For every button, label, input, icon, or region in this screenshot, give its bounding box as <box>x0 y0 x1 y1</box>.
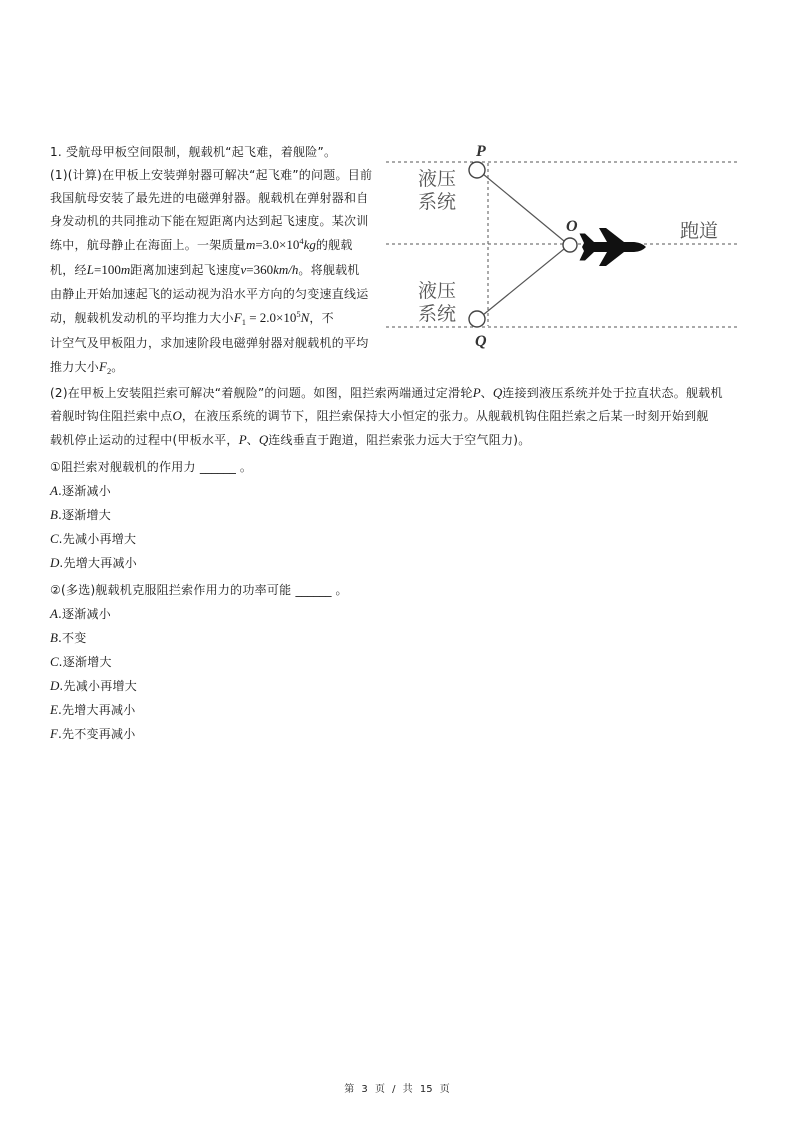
runway-label: 跑道 <box>680 220 719 242</box>
math-variable: A <box>50 483 58 498</box>
text-segment: 机，经 <box>50 263 87 277</box>
text-segment: 身发动机的共同推动下能在短距离内达到起飞速度。某次训 <box>50 214 369 228</box>
sub-question-1-option-b <box>50 507 111 523</box>
text-segment: 推力大小 <box>50 360 100 374</box>
pulley-p <box>469 162 485 178</box>
text-segment: .先不变再减小 <box>57 727 136 741</box>
math-variable: F <box>50 726 58 741</box>
math-variable: B <box>50 507 58 522</box>
sub-question-2-option-c <box>50 654 112 670</box>
text-segment: .先增大再减小 <box>57 703 136 717</box>
math-variable: F <box>99 359 107 374</box>
sub-question-2-option-b <box>50 630 87 646</box>
math-variable: m <box>120 262 131 277</box>
text-segment: 连线垂直于跑道，阻拦索张力远大于空气阻力)。 <box>268 433 531 447</box>
hydraulic-system-bottom-label: 系统 <box>418 303 457 325</box>
math-expression: =100 <box>94 262 121 277</box>
text-segment: .先减小再增大 <box>59 679 137 693</box>
math-variable: Q <box>258 432 269 447</box>
hydraulic-system-bottom-label: 液压 <box>418 280 457 302</box>
sub-question-2-option-d <box>50 678 137 694</box>
subscript: 1 <box>241 317 246 327</box>
text-segment: ①阻拦索对舰载机的作用力 <box>50 460 200 474</box>
math-variable: kg <box>303 237 316 252</box>
text-segment: 的舰载 <box>315 238 353 252</box>
math-expression: =3.0×10 <box>255 237 300 252</box>
text-segment: 1. 受航母甲板空间限制，舰载机“起飞难，着舰险”。 <box>50 145 337 159</box>
text-segment: 。将舰载机 <box>298 263 360 277</box>
text-segment: 着舰时钩住阻拦索中点 <box>50 409 173 423</box>
arresting-cable-diagram <box>380 135 750 355</box>
text-segment: 、 <box>246 433 259 447</box>
text-segment: 载机停止运动的过程中(甲板水平， <box>50 433 239 447</box>
math-variable: L <box>86 262 94 277</box>
hydraulic-system-top-label: 液压 <box>418 168 457 190</box>
text-segment: 、 <box>480 386 493 400</box>
text-segment: 。 <box>111 360 124 374</box>
part1-text-line <box>50 167 372 183</box>
math-expression: =360 <box>246 262 274 277</box>
math-variable: v <box>240 262 247 277</box>
part1-text-line <box>50 213 369 229</box>
text-segment: 。 <box>235 460 253 474</box>
label-o: O <box>566 218 578 235</box>
text-segment: (1)(计算)在甲板上安装弹射器可解决“起飞难”的问题。目前 <box>50 168 373 182</box>
math-variable: A <box>50 606 58 621</box>
math-variable: F <box>233 310 242 325</box>
math-variable: m <box>246 237 256 252</box>
text-segment: ，不 <box>309 311 334 325</box>
part1-text-line <box>50 237 353 254</box>
math-variable: C <box>50 531 59 546</box>
hydraulic-system-top-label: 系统 <box>418 191 457 213</box>
label-q: Q <box>475 333 487 350</box>
sub-question-1-prompt <box>50 459 252 475</box>
text-segment: 距离加速到起飞速度 <box>130 263 241 277</box>
sub-question-2-prompt <box>50 582 348 598</box>
part1-text-line <box>50 286 369 302</box>
pulley-q <box>469 311 485 327</box>
text-segment: .不变 <box>57 631 87 645</box>
sub-question-2-option-f <box>50 726 136 742</box>
text-segment: 计空气及甲板阻力，求加速阶段电磁弹射器对舰载机的平均 <box>50 336 369 350</box>
label-p: P <box>476 143 486 160</box>
superscript: 5 <box>296 309 301 319</box>
math-variable: P <box>238 432 247 447</box>
math-variable: P <box>472 385 481 400</box>
part1-text-line <box>50 190 369 206</box>
sub-question-1-option-d <box>50 555 137 571</box>
subscript: 2 <box>106 366 112 376</box>
math-variable: O <box>172 408 182 423</box>
part2-text-line <box>50 385 723 401</box>
part2-text-line <box>50 408 709 424</box>
math-variable: B <box>50 630 58 645</box>
part1-text-line <box>50 262 360 278</box>
superscript: 4 <box>299 236 304 246</box>
math-expression: = 2.0×10 <box>245 310 297 325</box>
text-segment: (2)在甲板上安装阻拦索可解决“着舰险”的问题。如图，阻拦索两端通过定滑轮 <box>50 386 473 400</box>
text-segment: 动，舰载机发动机的平均推力大小 <box>50 311 234 325</box>
part1-text-line <box>50 310 334 327</box>
sub-question-1-option-a <box>50 483 111 499</box>
text-segment: .逐渐减小 <box>57 484 112 498</box>
text-segment: .逐渐增大 <box>57 508 112 522</box>
text-segment: .逐渐减小 <box>57 607 112 621</box>
page-footer: 第 3 页 / 共 15 页 <box>344 1084 450 1095</box>
math-variable: km/h <box>273 262 299 277</box>
sub-question-1-option-c <box>50 531 136 547</box>
sub-question-2-option-a <box>50 606 111 622</box>
math-variable: N <box>300 310 310 325</box>
math-variable: E <box>50 702 58 717</box>
math-variable: D <box>50 678 60 693</box>
text-segment: 我国航母安装了最先进的电磁弹射器。舰载机在弹射器和自 <box>50 191 369 205</box>
question-stem <box>50 144 336 160</box>
text-segment: 由静止开始加速起飞的运动视为沿水平方向的匀变速直线运 <box>50 287 369 301</box>
text-segment: 。 <box>331 583 348 597</box>
text-segment: ②(多选)舰载机克服阻拦索作用力的功率可能 <box>50 583 296 597</box>
answer-blank: ______ <box>295 583 332 597</box>
math-variable: D <box>50 555 60 570</box>
aircraft-icon <box>580 228 647 266</box>
part1-text-line <box>50 335 369 351</box>
text-segment: ，在液压系统的调节下，阻拦索保持大小恒定的张力。从舰载机钩住阻拦索之后某一时刻开始到舰 <box>181 409 709 423</box>
hook-point-o <box>563 238 577 252</box>
cable-q-to-o <box>483 249 564 315</box>
part2-text-line <box>50 432 530 448</box>
math-variable: C <box>50 654 59 669</box>
answer-blank: ______ <box>199 460 236 474</box>
text-segment: .先增大再减小 <box>59 556 137 570</box>
cable-p-to-o <box>483 174 564 241</box>
part1-text-line <box>50 359 123 376</box>
text-segment: 练中，航母静止在海面上。一架质量 <box>50 238 247 252</box>
text-segment: .逐渐增大 <box>58 655 112 669</box>
math-variable: Q <box>492 385 503 400</box>
sub-question-2-option-e <box>50 702 136 718</box>
text-segment: .先减小再增大 <box>58 532 137 546</box>
text-segment: 连接到液压系统并处于拉直状态。舰载机 <box>502 386 723 400</box>
